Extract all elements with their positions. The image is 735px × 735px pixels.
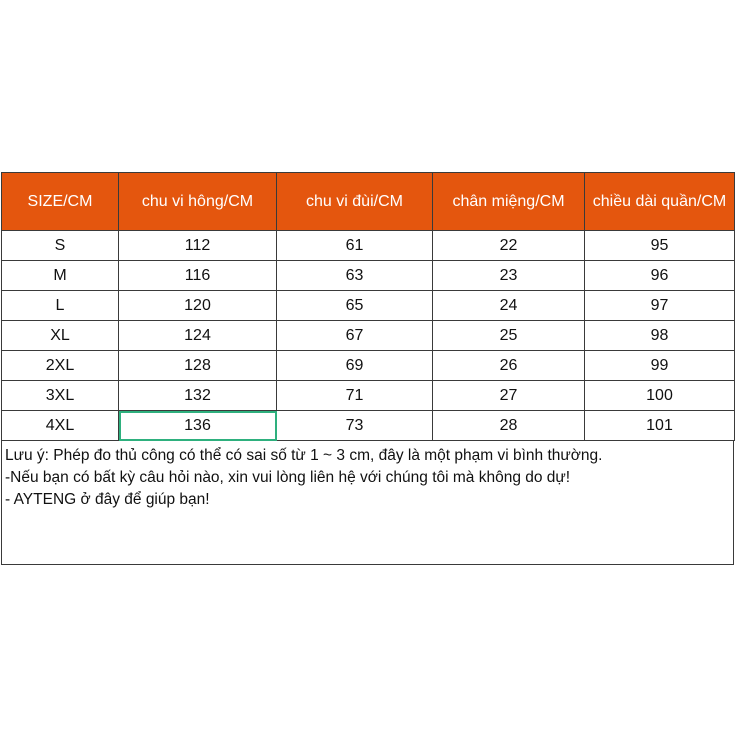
table-row [2,291,735,321]
table-row [2,411,735,441]
cell-leg-opening[interactable]: 28 [433,411,585,441]
cell-size[interactable]: XL [2,321,119,351]
cell-size[interactable]: 2XL [2,351,119,381]
cell-size[interactable]: S [2,231,119,261]
note-line: - AYTENG ở đây để giúp bạn! [5,491,210,508]
cell-leg-opening[interactable]: 24 [433,291,585,321]
cell-size[interactable]: L [2,291,119,321]
header-leg-opening: chân miệng/CM [433,173,585,231]
cell-pants-length[interactable]: 101 [585,411,735,441]
cell-leg-opening[interactable]: 25 [433,321,585,351]
cell-pants-length[interactable]: 99 [585,351,735,381]
cell-leg-opening[interactable]: 27 [433,381,585,411]
cell-hip[interactable]: 132 [119,381,277,411]
cell-hip[interactable]: 112 [119,231,277,261]
cell-thigh[interactable]: 71 [277,381,433,411]
cell-thigh[interactable]: 61 [277,231,433,261]
header-size: SIZE/CM [2,173,119,231]
note-line: -Nếu bạn có bất kỳ câu hỏi nào, xin vui lòng liên hệ với chúng tôi mà không do dự! [5,469,571,486]
cell-hip[interactable]: 128 [119,351,277,381]
cell-thigh[interactable]: 69 [277,351,433,381]
cell-hip[interactable]: 120 [119,291,277,321]
header-row [2,173,735,231]
header-hip: chu vi hông/CM [119,173,277,231]
table-row [2,381,735,411]
notes-box[interactable] [1,441,734,565]
table-row [2,231,735,261]
cell-leg-opening[interactable]: 26 [433,351,585,381]
cell-hip[interactable]: 116 [119,261,277,291]
cell-pants-length[interactable]: 98 [585,321,735,351]
cell-thigh[interactable]: 63 [277,261,433,291]
header-pants-length: chiều dài quần/CM [585,173,735,231]
table-row [2,351,735,381]
size-table [1,172,735,441]
note-line: Lưu ý: Phép đo thủ công có thể có sai số từ 1 ~ 3 cm, đây là một phạm vi bình thường. [5,447,603,464]
cell-hip[interactable]: 124 [119,321,277,351]
table-row [2,321,735,351]
cell-pants-length[interactable]: 96 [585,261,735,291]
header-thigh: chu vi đùi/CM [277,173,433,231]
cell-size[interactable]: 3XL [2,381,119,411]
cell-thigh[interactable]: 73 [277,411,433,441]
cell-thigh[interactable]: 65 [277,291,433,321]
size-chart [1,172,734,565]
cell-size[interactable]: 4XL [2,411,119,441]
cell-thigh[interactable]: 67 [277,321,433,351]
cell-pants-length[interactable]: 97 [585,291,735,321]
cell-leg-opening[interactable]: 22 [433,231,585,261]
cell-leg-opening[interactable]: 23 [433,261,585,291]
table-row [2,261,735,291]
cell-hip-selected[interactable]: 136 [119,411,277,441]
cell-pants-length[interactable]: 95 [585,231,735,261]
cell-pants-length[interactable]: 100 [585,381,735,411]
cell-size[interactable]: M [2,261,119,291]
